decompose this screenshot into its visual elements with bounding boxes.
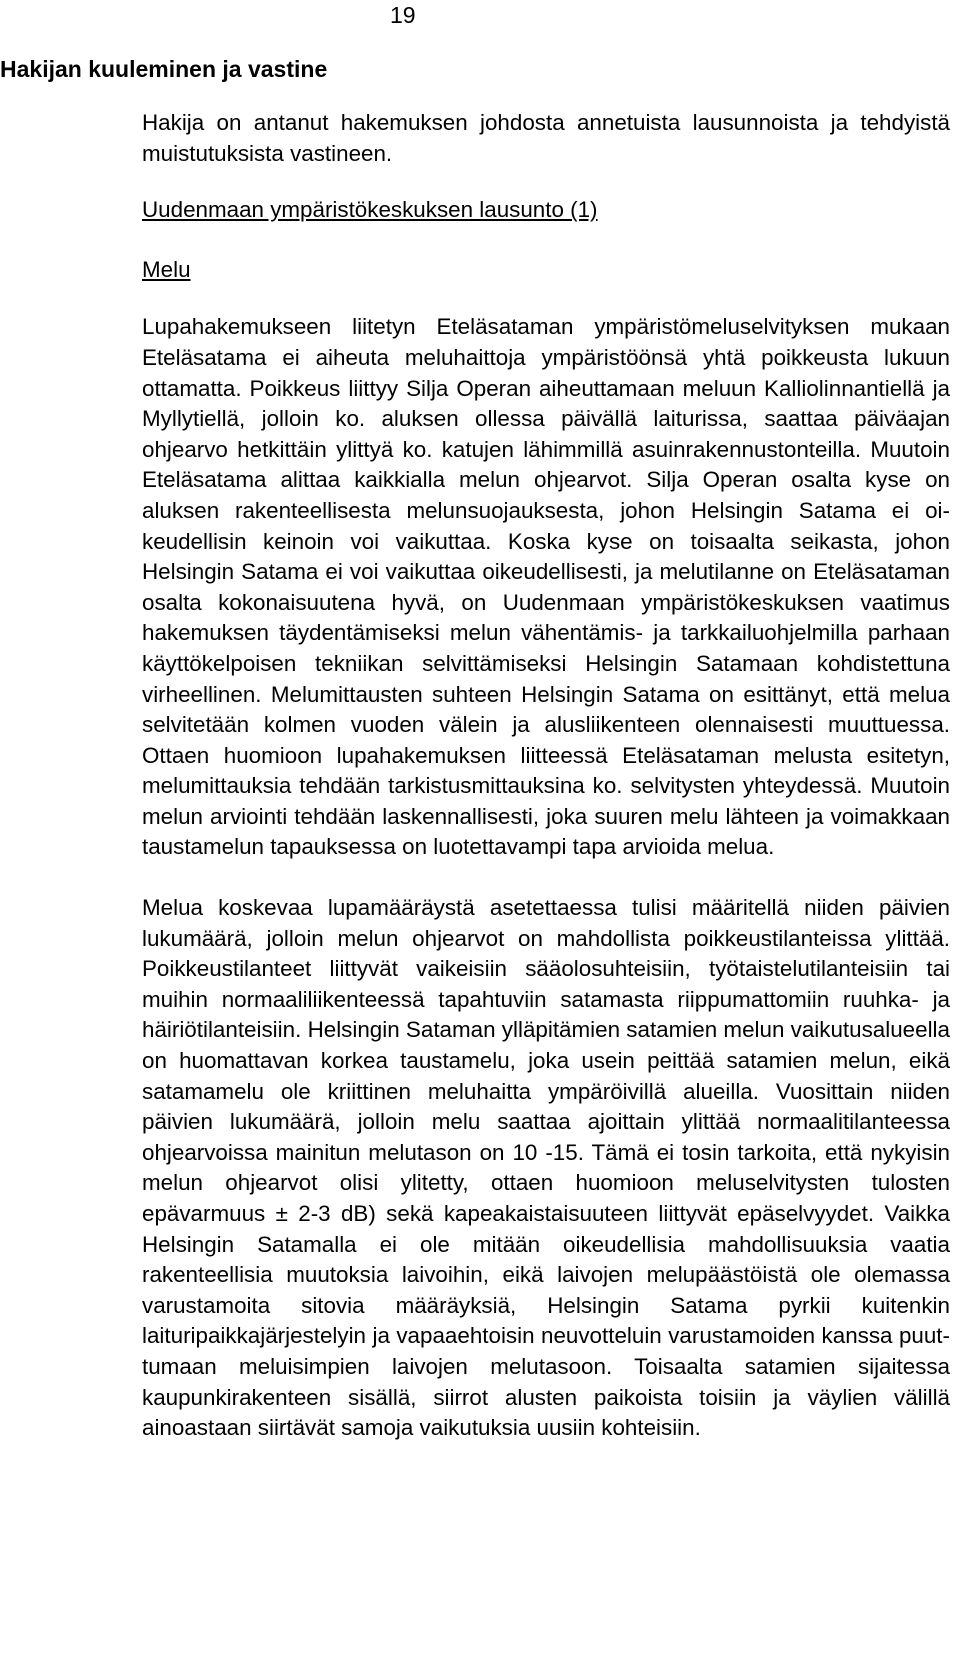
statement-subheading: Uudenmaan ympäristökeskuksen lausunto (1) xyxy=(142,197,598,223)
topic-subheading: Melu xyxy=(142,256,191,282)
page-number: 19 xyxy=(390,2,416,28)
body-paragraph-1: Lupahakemukseen liitetyn Eteläsataman ympäristömeluselvityksen mukaan Eteläsatama ei aiheuta meluhaittoja ympäristöönsä yhtä poikkeusta lukuun ottamatta. Poikkeus liittyy Silja Operan aiheuttamaan meluun Kalliolinnantiellä ja Myllytiellä, jolloin ko. aluksen ollessa päivällä laiturissa, saattaa päiväajan ohjearvo hetkittäin ylittyä ko. katujen lähimmillä asuinrakennustonteilla. Muutoin Eteläsatama alittaa kaikkialla melun ohjearvot. Silja Operan osalta kyse on aluksen rakenteellisesta melunsuojauksesta, johon Helsingin Satama ei oikeudellisin keinoin voi vaikuttaa. Koska kyse on toisaalta seikasta, johon Helsingin Satama ei voi vaikuttaa oikeudellisesti, ja melutilanne on Eteläsataman osalta kokonaisuutena hyvä, on Uudenmaan ympäristökeskuksen vaatimus hakemuksen täydentämiseksi melun vähentämis- ja tarkkailuohjelmilla parhaan käyttökelpoisen tekniikan selvittämiseksi Helsingin Satamaan kohdistettuna virheellinen. Melumittausten suhteen Helsingin Satama on esittänyt, että melua selvitetään kolmen vuoden välein ja alusliikenteen olennaisesti muuttuessa. Ottaen huomioon lupahakemuksen liitteessä Eteläsataman melusta esitetyn, melumittauksia tehdään tarkistusmittauksina ko. selvitysten yhteydessä. Muutoin melun arviointi tehdään laskennallisesti, joka suuren melu lähteen ja voimakkaan taustamelun tapauksessa on luotettavampi tapa arvioida melua. xyxy=(142,314,950,860)
intro-paragraph: Hakija on antanut hakemuksen johdosta annetuista lausunnoista ja tehdyistä muistutuksista vastineen. xyxy=(142,110,950,166)
document-body xyxy=(142,108,950,1444)
body-paragraph-2: Melua koskevaa lupamääräystä asetettaessa tulisi määritellä niiden päivien lukumäärä, jolloin melun ohjearvot on mahdollista poikkeustilanteissa ylittää. Poikkeustilanteet liittyvät vaikeisiin sääolosuhteisiin, työtaistelutilanteisiin tai muihin normaaliliikenteessä tapahtuviin satamasta riippumattomiin ruuhka- ja häiriötilanteisiin. Helsingin Sataman ylläpitämien satamien melun vaikutusalueella on huomattavan korkea taustamelu, joka usein peittää satamien melun, eikä satamamelu ole kriittinen meluhaitta ympäröivillä alueilla. Vuosittain niiden päivien lukumäärä, jolloin melu saattaa ajoittain ylittää normaalitilanteessa ohjearvoissa mainitun melutason on 10 -15. Tämä ei tosin tarkoita, että nykyisin melun ohjearvot olisi ylitetty, ottaen huomioon meluselvitysten tulosten epävarmuus ± 2-3 dB) sekä kapeakaistaisuuteen liittyvät epäselvyydet. Vaikka Helsingin Satamalla ei ole mitään oikeudellisia mahdollisuuksia vaatia rakenteellisia muutoksia laivoihin, eikä laivojen melupäästöistä ole olemassa varustamoita sitovia määräyksiä, Helsingin Satama pyrkii kuitenkin laituripaikkajärjestelyin ja vapaaehtoisin neuvotteluin varustamoiden kanssa puuttumaan meluisimpien laivojen melutasoon. Toisaalta satamien sijaitessa kaupunkirakenteen sisällä, siirrot alusten paikoista toisiin ja väylien välillä ainoastaan siirtävät samoja vaikutuksia uusiin kohteisiin. xyxy=(142,895,950,1441)
section-heading: Hakijan kuuleminen ja vastine xyxy=(0,56,328,82)
